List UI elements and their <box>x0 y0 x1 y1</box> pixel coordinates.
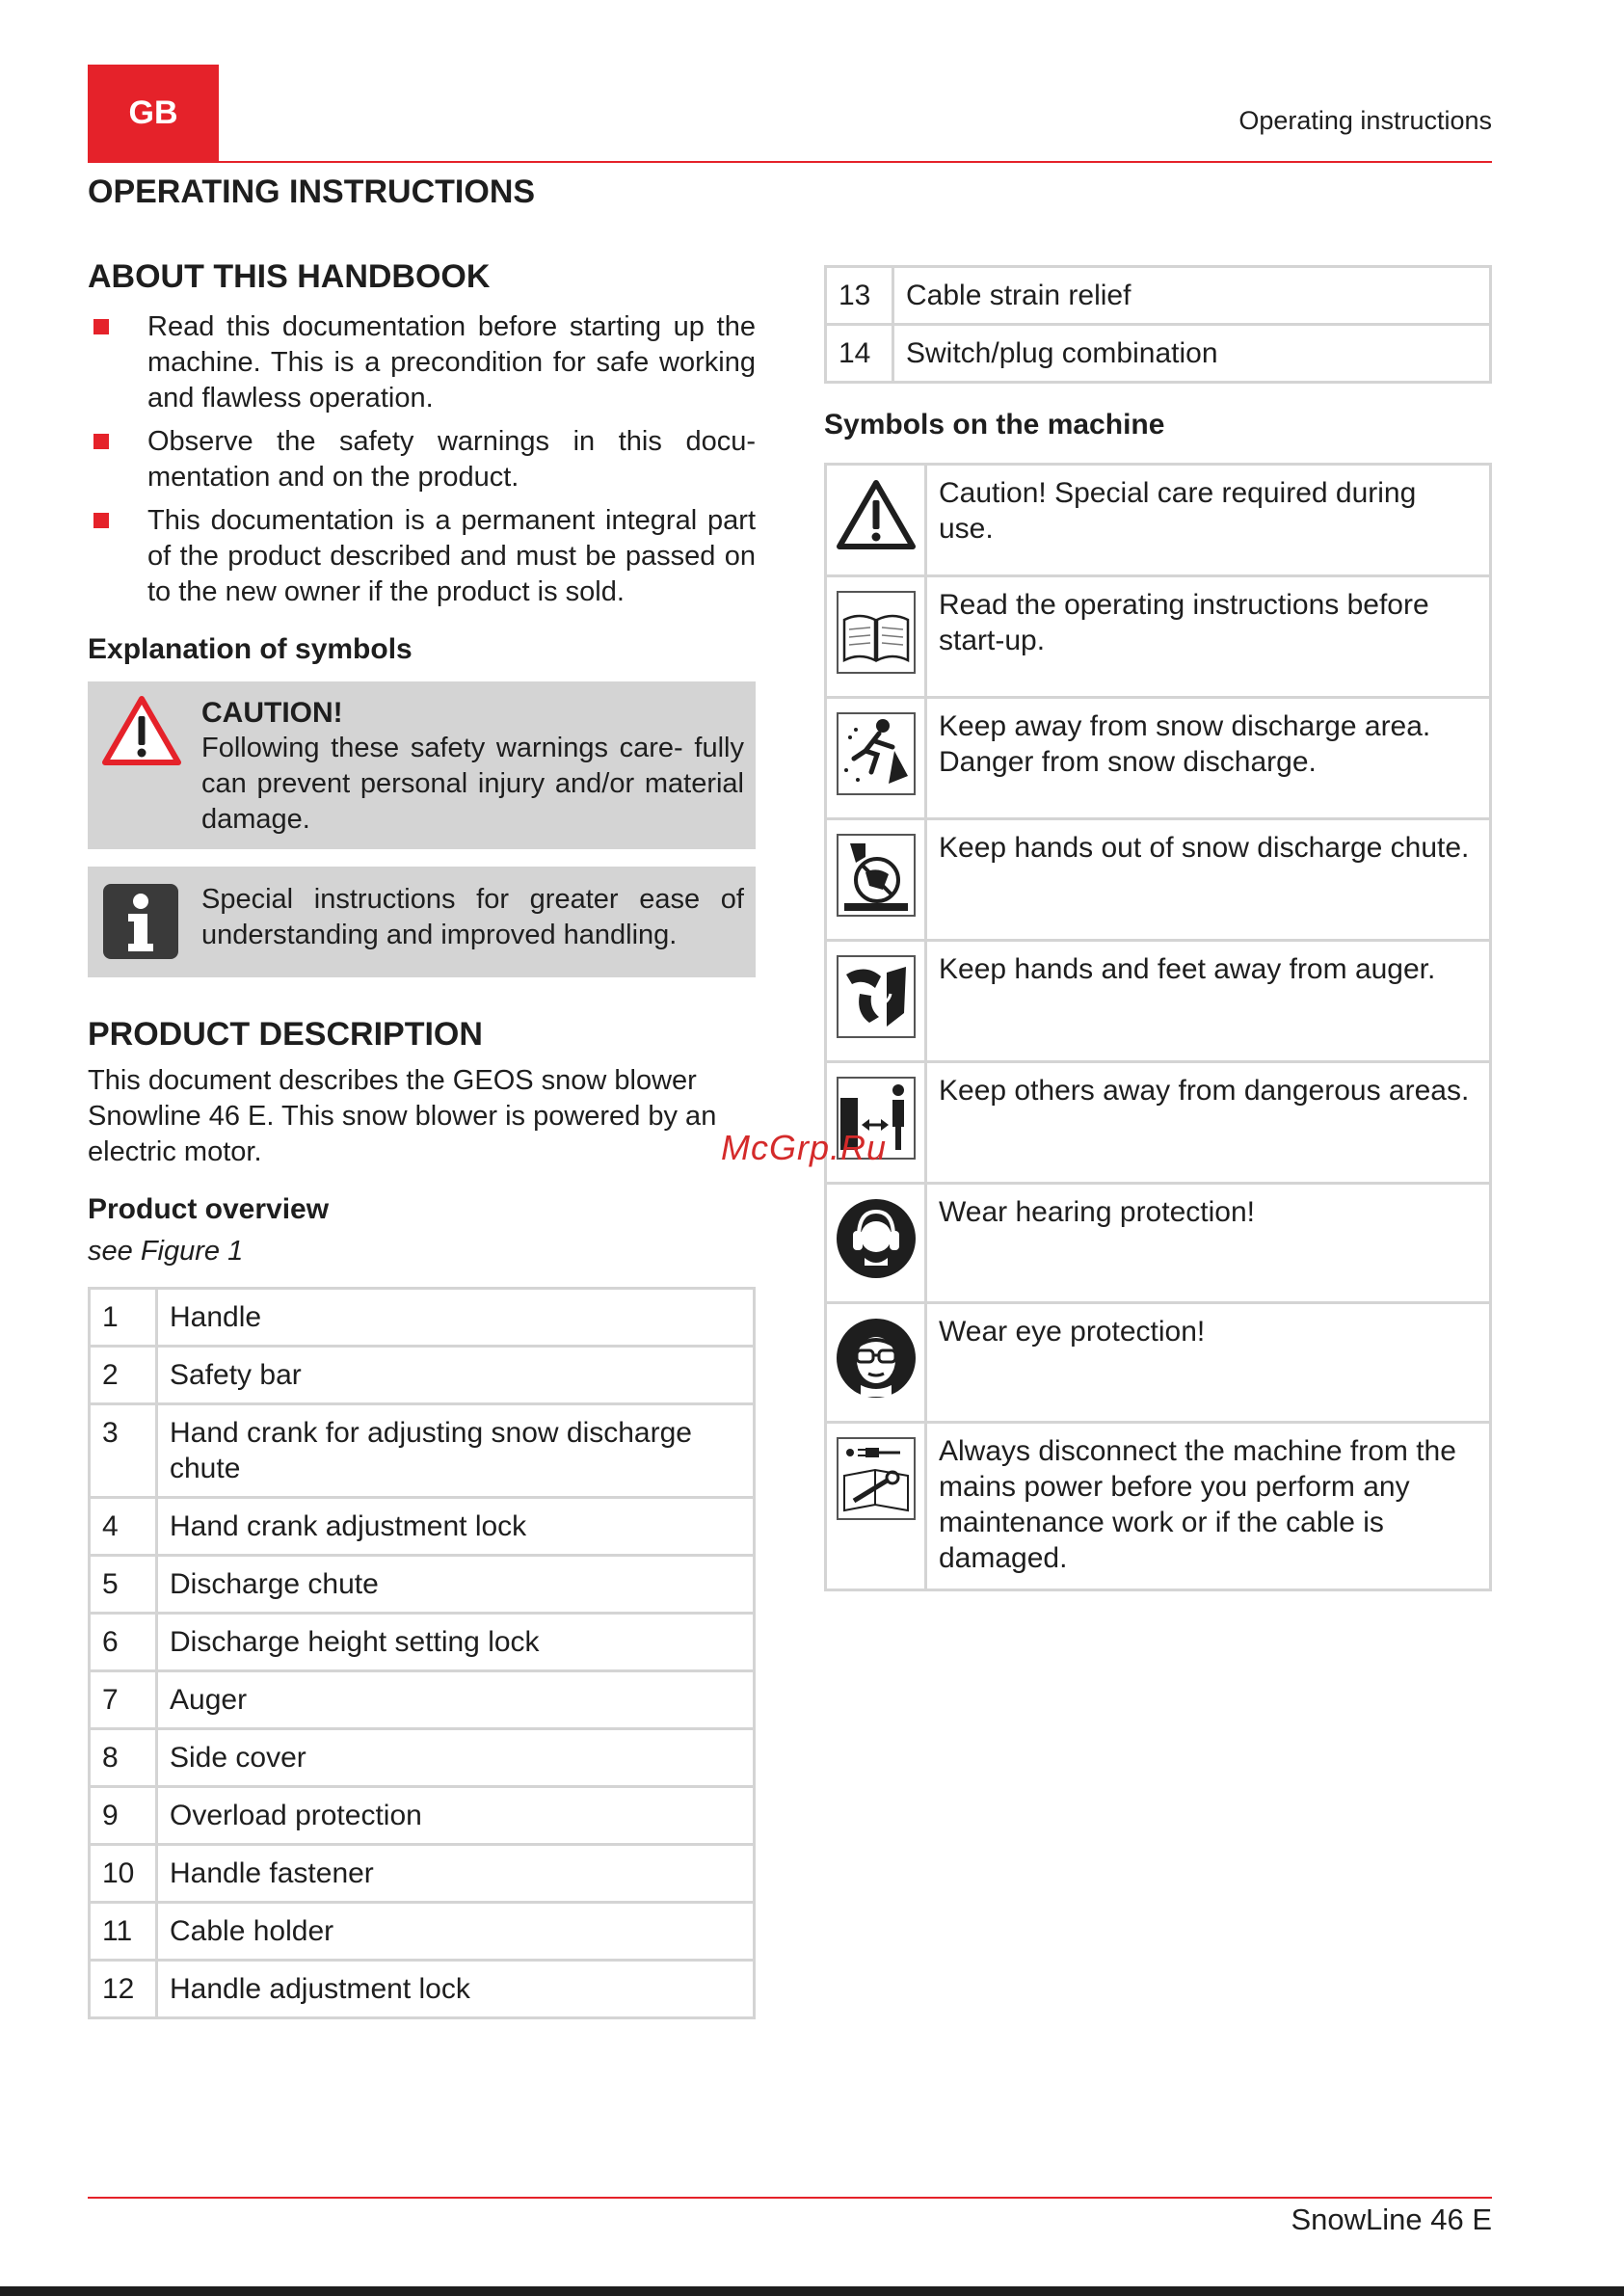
part-label: Safety bar <box>157 1347 755 1404</box>
parts-table-continued <box>824 265 1492 384</box>
part-number: 1 <box>90 1289 157 1347</box>
table-row <box>826 819 1491 941</box>
watermark: McGrp.Ru <box>721 1128 888 1167</box>
open-book-icon <box>826 576 926 698</box>
about-heading: ABOUT THIS HANDBOOK <box>88 258 491 295</box>
part-number: 2 <box>90 1347 157 1404</box>
table-row <box>90 1498 755 1556</box>
table-row <box>826 941 1491 1062</box>
left-column <box>88 258 756 2019</box>
table-row <box>826 465 1491 576</box>
symbol-description: Keep hands and feet away from auger. <box>926 941 1491 1062</box>
table-row <box>826 1184 1491 1303</box>
table-row <box>826 267 1491 325</box>
footer-divider <box>88 2197 1492 2199</box>
part-number: 7 <box>90 1671 157 1729</box>
part-number: 5 <box>90 1556 157 1614</box>
machine-symbols-heading: Symbols on the machine <box>824 409 1165 441</box>
product-description-heading: PRODUCT DESCRIPTION <box>88 1016 483 1053</box>
part-label: Handle adjustment lock <box>157 1961 755 2018</box>
table-row <box>826 1062 1491 1184</box>
bullet-text: Observe the safety warnings in this docu- mentation and on the product. <box>147 426 756 493</box>
hand-in-chute-prohibited-icon <box>826 819 926 941</box>
part-label: Overload protection <box>157 1787 755 1845</box>
table-row <box>826 576 1491 698</box>
parts-table <box>88 1287 756 2019</box>
symbol-description: Keep hands out of snow discharge chute. <box>926 819 1491 941</box>
part-label: Handle fastener <box>157 1845 755 1903</box>
table-row <box>90 1729 755 1787</box>
part-label: Side cover <box>157 1729 755 1787</box>
symbol-description: Read the operating instructions before start-up. <box>926 576 1491 698</box>
list-item <box>88 309 756 416</box>
bullet-text: Read this documentation before starting up the machine. This is a precondition for safe working and flawless operation. <box>147 311 756 414</box>
caution-triangle-icon <box>101 695 194 838</box>
about-bullet-list <box>88 309 756 610</box>
part-number: 12 <box>90 1961 157 2018</box>
symbol-description: Caution! Special care required during use. <box>926 465 1491 576</box>
footer-model: SnowLine 46 E <box>1291 2203 1492 2236</box>
table-row <box>826 698 1491 819</box>
part-number: 6 <box>90 1614 157 1671</box>
info-icon <box>101 882 194 966</box>
part-label: Hand crank adjustment lock <box>157 1498 755 1556</box>
language-tab: GB <box>88 65 219 161</box>
symbols-explanation-heading: Explanation of symbols <box>88 633 413 665</box>
table-row <box>90 1671 755 1729</box>
auger-hand-foot-icon <box>826 941 926 1062</box>
product-overview-heading: Product overview <box>88 1193 330 1225</box>
table-row <box>826 1303 1491 1423</box>
part-label: Switch/plug combination <box>893 325 1491 383</box>
bullet-square-icon <box>93 434 109 449</box>
table-row <box>90 1961 755 2018</box>
table-row <box>826 325 1491 383</box>
caution-triangle-icon <box>826 465 926 576</box>
part-label: Handle <box>157 1289 755 1347</box>
bullet-text: This documentation is a permanent integral part of the product described and must be passed on to the new owner if the product is sold. <box>147 505 756 607</box>
header-section-title: Operating instructions <box>1238 106 1492 135</box>
part-label: Cable holder <box>157 1903 755 1961</box>
list-item <box>88 424 756 495</box>
table-row <box>90 1614 755 1671</box>
page-title: OPERATING INSTRUCTIONS <box>88 174 536 210</box>
info-text: Special instructions for greater ease of understanding and improved handling. <box>201 884 744 950</box>
caution-callout <box>88 681 756 849</box>
table-row <box>90 1556 755 1614</box>
bullet-square-icon <box>93 319 109 334</box>
table-row <box>90 1404 755 1498</box>
figure-reference: see Figure 1 <box>88 1236 244 1267</box>
page-bottom-edge <box>0 2286 1624 2296</box>
symbol-description: Wear eye protection! <box>926 1303 1491 1423</box>
symbol-description: Keep others away from dangerous areas. <box>926 1062 1491 1184</box>
part-number: 10 <box>90 1845 157 1903</box>
right-column <box>824 265 1492 1591</box>
table-row <box>90 1903 755 1961</box>
part-number: 11 <box>90 1903 157 1961</box>
part-number: 9 <box>90 1787 157 1845</box>
snow-discharge-danger-icon <box>826 698 926 819</box>
part-number: 13 <box>826 267 893 325</box>
table-row <box>90 1787 755 1845</box>
part-label: Hand crank for adjusting snow discharge chute <box>157 1404 755 1498</box>
info-callout <box>88 867 756 977</box>
table-row <box>90 1845 755 1903</box>
machine-symbols-table <box>824 463 1492 1591</box>
list-item <box>88 503 756 610</box>
part-label: Cable strain relief <box>893 267 1491 325</box>
part-number: 4 <box>90 1498 157 1556</box>
part-number: 14 <box>826 325 893 383</box>
symbol-description: Keep away from snow discharge area. Danger from snow discharge. <box>926 698 1491 819</box>
part-number: 8 <box>90 1729 157 1787</box>
table-row <box>90 1347 755 1404</box>
header-divider <box>88 161 1492 163</box>
eye-protection-icon <box>826 1303 926 1423</box>
product-description-text: This document describes the GEOS snow blower Snowline 46 E. This snow blower is powered by an electric motor. <box>88 1065 717 1167</box>
hearing-protection-icon <box>826 1184 926 1303</box>
table-row <box>90 1289 755 1347</box>
bullet-square-icon <box>93 513 109 528</box>
disconnect-power-maintenance-icon <box>826 1423 926 1590</box>
table-row <box>826 1423 1491 1590</box>
symbol-description: Always disconnect the machine from the mains power before you perform any maintenance work or if the cable is damaged. <box>926 1423 1491 1590</box>
part-number: 3 <box>90 1404 157 1498</box>
symbol-description: Wear hearing protection! <box>926 1184 1491 1303</box>
caution-text: Following these safety warnings care- fully can prevent personal injury and/or material damage. <box>201 733 744 835</box>
part-label: Auger <box>157 1671 755 1729</box>
part-label: Discharge chute <box>157 1556 755 1614</box>
part-label: Discharge height setting lock <box>157 1614 755 1671</box>
caution-title: CAUTION! <box>201 697 343 729</box>
